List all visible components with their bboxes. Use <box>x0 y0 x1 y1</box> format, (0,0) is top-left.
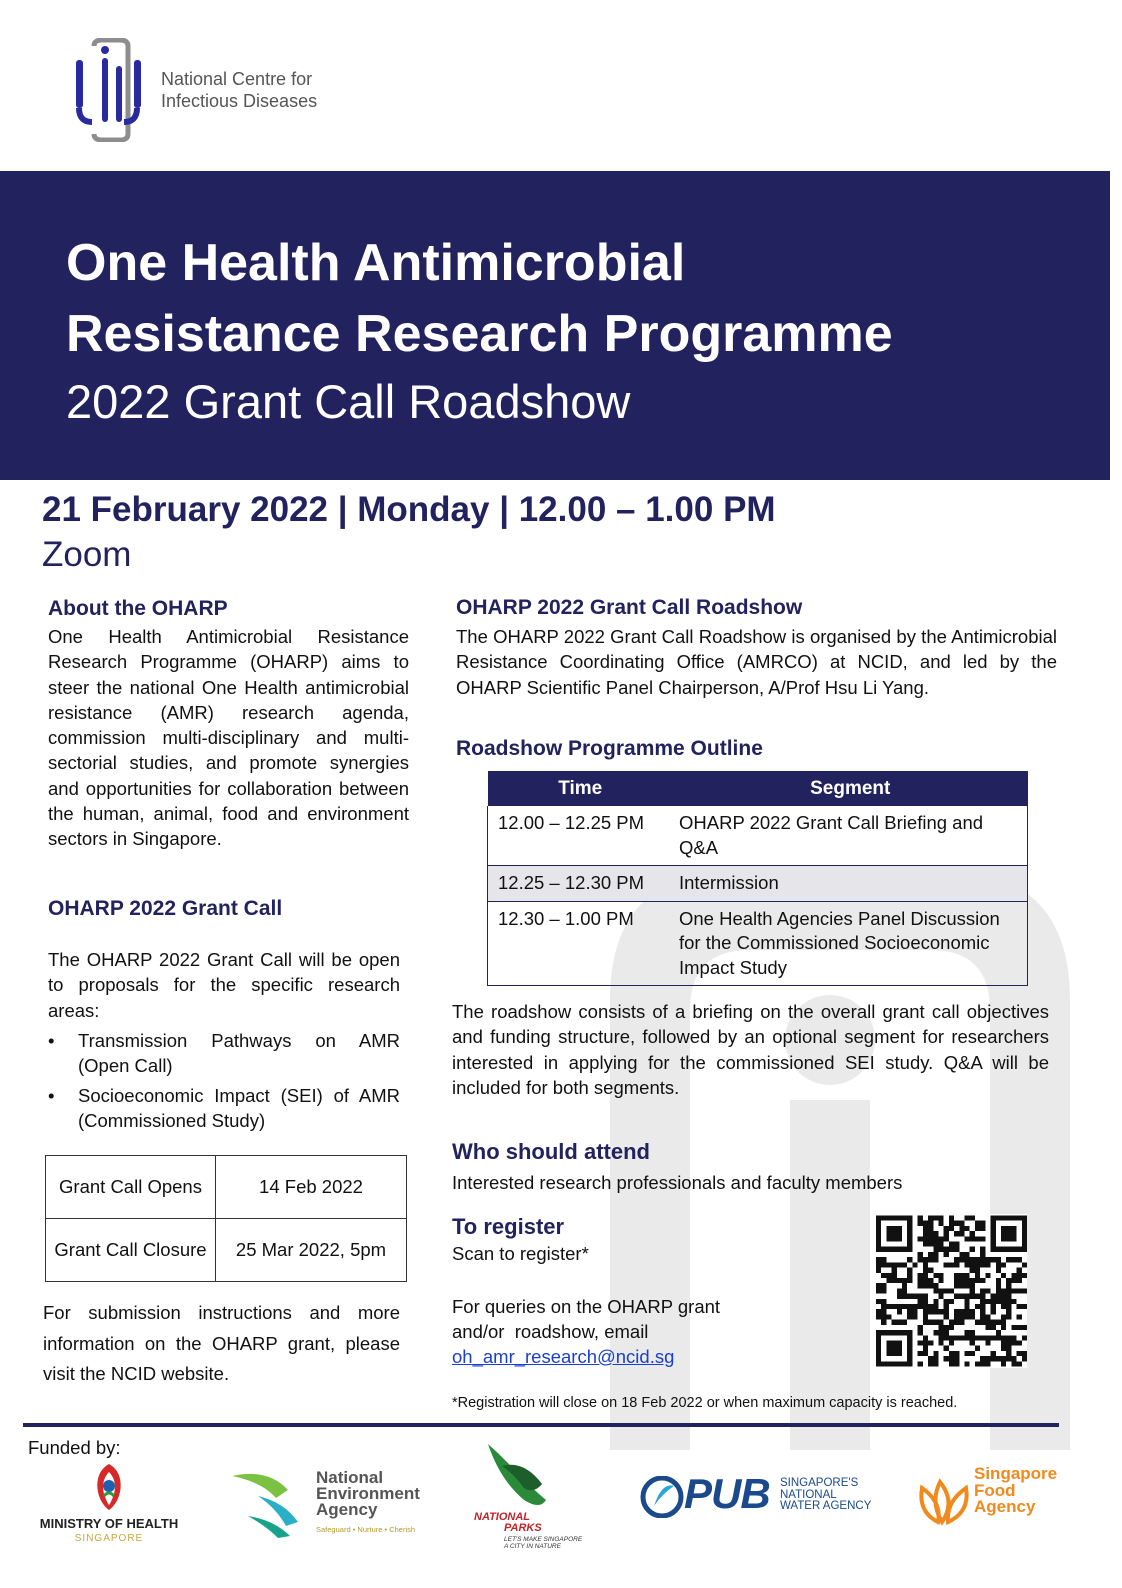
list-item <box>48 1028 400 1079</box>
row-segment: Intermission <box>673 866 1028 902</box>
table-row <box>46 1156 407 1219</box>
date-value: 14 Feb 2022 <box>216 1156 407 1219</box>
query-note <box>452 1294 772 1369</box>
about-body: One Health Antimicrobial Resistance Research Programme (OHARP) aims to steer the national One Health antimicrobial resistance (AMR) research agenda, commission multi-disciplinary and multi-sectorial studies, and promote synergies and opportunities for collaboration between the human, animal, food and environment sectors in Singapore. <box>48 626 409 850</box>
event-date: 21 February 2022 | Monday | 12.00 – 1.00 PM <box>42 490 776 529</box>
email-link[interactable]: oh_amr_research@ncid.sg <box>452 1346 675 1367</box>
sfa-logo <box>916 1466 1066 1530</box>
nea-logo <box>228 1468 428 1540</box>
registration-note: *Registration will close on 18 Feb 2022 or when maximum capacity is reached. <box>452 1395 958 1411</box>
pub-brand: PUB <box>684 1470 770 1517</box>
moh-logo <box>36 1462 182 1550</box>
pub-tagline <box>780 1478 871 1513</box>
nparks-line1: NATIONAL <box>474 1511 531 1523</box>
bullet: • <box>48 1030 55 1051</box>
table-row <box>46 1219 407 1282</box>
grant-call-heading: OHARP 2022 Grant Call <box>48 897 283 920</box>
row-segment: One Health Agencies Panel Discussion for the Commissioned Socioeconomic Impact Study <box>673 901 1028 986</box>
list-item <box>48 1083 400 1134</box>
pub-line1: SINGAPORE'S <box>780 1477 859 1489</box>
date-label: Grant Call Opens <box>46 1156 216 1219</box>
nparks-name <box>474 1512 542 1534</box>
sfa-name <box>974 1466 1057 1516</box>
research-area: Transmission Pathways on AMR (Open Call) <box>78 1030 400 1077</box>
register-heading: To register <box>452 1214 565 1239</box>
about-heading: About the OHARP <box>48 597 228 620</box>
ncid-name <box>161 68 317 112</box>
sfa-line3: Agency <box>974 1497 1036 1516</box>
title-line1: One Health Antimicrobial <box>66 234 686 292</box>
subtitle: 2022 Grant Call Roadshow <box>66 375 631 428</box>
pub-line2: NATIONAL <box>780 1488 837 1501</box>
row-time: 12.00 – 12.25 PM <box>488 806 674 866</box>
research-area: Socioeconomic Impact (SEI) of AMR (Commissioned Study) <box>78 1084 400 1131</box>
grant-call-intro: The OHARP 2022 Grant Call will be open to proposals for the specific research areas: <box>48 949 400 1021</box>
date-value: 25 Mar 2022, 5pm <box>216 1219 407 1282</box>
table-row <box>488 901 1028 986</box>
query-line1: For queries on the OHARP grant <box>452 1296 721 1317</box>
nea-line2: Environment <box>316 1484 420 1503</box>
research-areas-list <box>48 1028 400 1137</box>
org-line1: National Centre for <box>161 69 313 89</box>
nparks-leaf-icon <box>480 1440 552 1512</box>
col-time-header: Time <box>488 771 674 806</box>
ncid-logo-icon <box>72 38 144 142</box>
sfa-line1: Singapore <box>974 1464 1058 1483</box>
bullet: • <box>48 1084 55 1106</box>
nparks-tagline1: LET'S MAKE SINGAPORE <box>504 1536 583 1543</box>
nparks-tagline <box>504 1536 582 1550</box>
date-label: Grant Call Closure <box>46 1219 216 1282</box>
submission-note: For submission instructions and more information on the OHARP grant, please visit the NCID website. <box>43 1302 400 1384</box>
attend-heading: Who should attend <box>452 1139 650 1164</box>
nparks-tagline2: A CITY IN NATURE <box>504 1543 561 1550</box>
roadshow-heading: OHARP 2022 Grant Call Roadshow <box>456 596 803 619</box>
programme-outline-table <box>487 771 1028 986</box>
moh-line1: MINISTRY OF HEALTH <box>39 1516 179 1531</box>
event-venue: Zoom <box>42 535 132 574</box>
moh-line2: SINGAPORE <box>74 1533 144 1544</box>
table-row <box>488 866 1028 902</box>
nea-line1: National <box>316 1468 384 1487</box>
nea-name <box>316 1470 420 1518</box>
funded-by-label: Funded by: <box>28 1437 121 1458</box>
outline-description: The roadshow consists of a briefing on the overall grant call objectives and funding structure, followed by an optional segment for researchers interested in applying for the commissioned SEI study. Q&A will be included for both segments. <box>452 1001 1049 1098</box>
qr-code-icon[interactable] <box>876 1214 1027 1368</box>
nparks-logo <box>470 1440 594 1558</box>
sfa-line2: Food <box>974 1480 1016 1500</box>
footer-divider <box>23 1423 1059 1427</box>
row-time: 12.30 – 1.00 PM <box>488 901 674 986</box>
table-header-row <box>488 771 1028 806</box>
grant-dates-table <box>45 1155 407 1282</box>
pub-logo <box>640 1470 872 1520</box>
scan-note: Scan to register* <box>452 1243 589 1264</box>
nea-tagline: Safeguard • Nurture • Cherish <box>316 1525 416 1534</box>
table-row <box>488 806 1028 866</box>
moh-crest-icon <box>92 1462 126 1512</box>
attend-body: Interested research professionals and faculty members <box>452 1172 903 1193</box>
row-time: 12.25 – 12.30 PM <box>488 866 674 902</box>
outline-heading: Roadshow Programme Outline <box>456 737 763 760</box>
sfa-leaf-icon <box>916 1476 972 1526</box>
pub-drop-icon <box>640 1476 686 1518</box>
nparks-line2: PARKS <box>504 1522 542 1534</box>
row-segment: OHARP 2022 Grant Call Briefing and Q&A <box>673 806 1028 866</box>
nea-line3: Agency <box>316 1500 378 1519</box>
nea-swirl-icon <box>228 1468 314 1540</box>
title-line2: Resistance Research Programme <box>66 305 893 363</box>
col-segment-header: Segment <box>673 771 1028 806</box>
query-line2: and/or roadshow, email <box>452 1321 649 1342</box>
pub-line3: WATER AGENCY <box>780 1500 872 1512</box>
roadshow-body: The OHARP 2022 Grant Call Roadshow is organised by the Antimicrobial Resistance Coordinating Office (AMRCO) at NCID, and led by the OHARP Scientific Panel Chairperson, A/Prof Hsu Li Yang. <box>456 626 1057 698</box>
org-line2: Infectious Diseases <box>161 91 318 111</box>
